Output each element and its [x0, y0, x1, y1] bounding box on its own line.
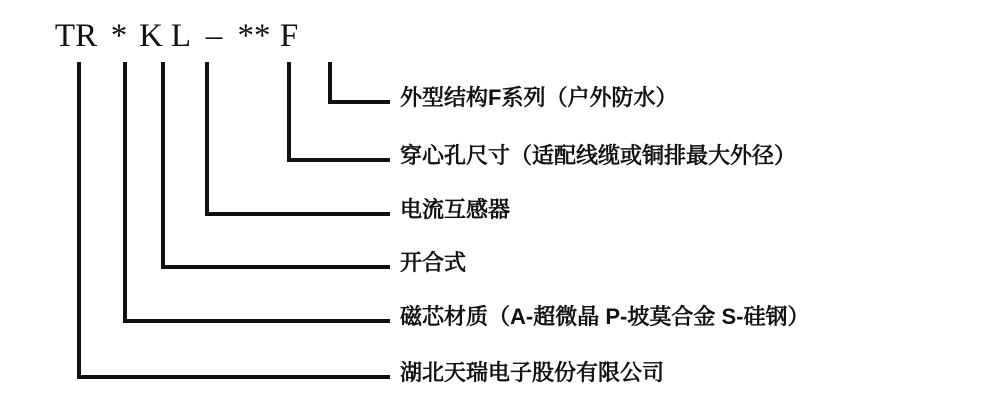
label-ct: 电流互感器: [400, 197, 511, 222]
model-code-row: [50, 18, 302, 55]
code-segment-l: L: [170, 18, 192, 54]
code-segment-dash: –: [205, 18, 223, 54]
leader-line-company-vertical: [77, 62, 81, 379]
code-segment-f: F: [279, 18, 299, 54]
leader-line-hole-size-vertical: [287, 62, 291, 162]
leader-line-core-vertical: [123, 62, 127, 323]
label-hole-size: 穿心孔尺寸（适配线缆或铜排最大外径）: [400, 143, 797, 168]
code-segment-core: *: [110, 18, 128, 54]
label-company: 湖北天瑞电子股份有限公司: [400, 360, 665, 385]
label-f-series: 外型结构F系列（户外防水）: [400, 85, 678, 110]
label-split: 开合式: [400, 250, 467, 275]
leader-line-f-series-horizontal: [328, 100, 390, 104]
leader-line-ct-vertical: [205, 62, 209, 216]
leader-line-core-horizontal: [123, 319, 390, 323]
code-segment-hole-size: **: [237, 18, 271, 54]
leader-line-company-horizontal: [77, 375, 390, 379]
code-segment-tr: TR: [54, 18, 98, 54]
leader-line-hole-size-horizontal: [287, 158, 390, 162]
leader-line-ct-horizontal: [205, 212, 390, 216]
leader-line-split-horizontal: [161, 265, 390, 269]
label-core-material: 磁芯材质（A-超微晶 P-坡莫合金 S-硅钢）: [400, 304, 810, 329]
leader-line-f-series-vertical: [328, 62, 332, 104]
code-segment-k: K: [139, 18, 163, 54]
leader-line-split-vertical: [161, 62, 165, 269]
